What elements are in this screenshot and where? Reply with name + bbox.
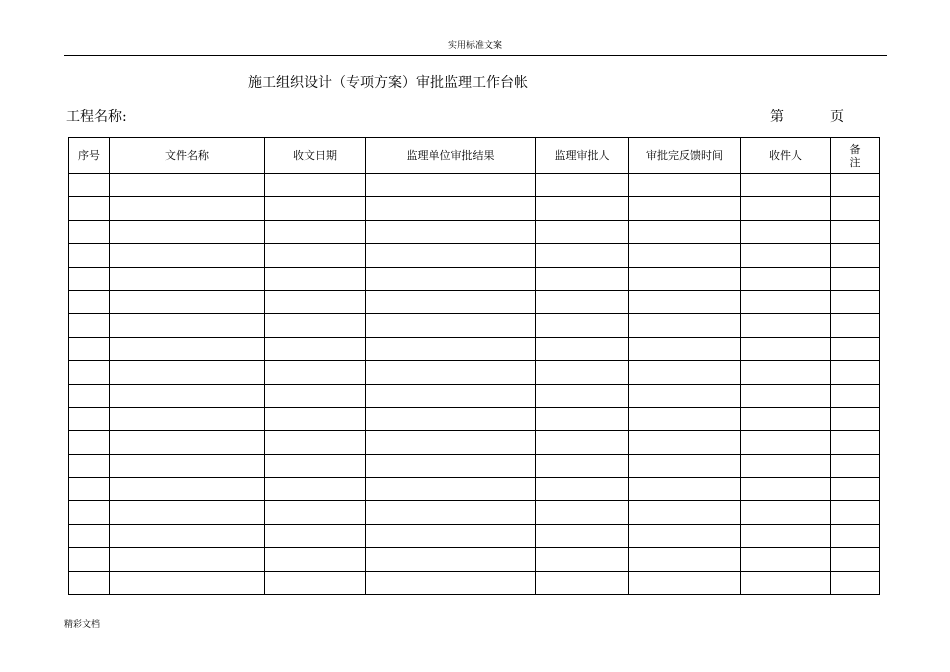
table-cell[interactable] — [110, 290, 265, 313]
table-cell[interactable] — [536, 431, 629, 454]
table-cell[interactable] — [265, 501, 366, 524]
table-cell[interactable] — [366, 361, 536, 384]
table-cell[interactable] — [741, 571, 831, 594]
page-number-suffix: 页 — [830, 109, 844, 125]
table-cell[interactable] — [536, 174, 629, 197]
table-cell[interactable] — [741, 478, 831, 501]
table-cell[interactable] — [831, 244, 880, 267]
project-name-label: 工程名称: — [66, 109, 127, 125]
table-cell[interactable] — [536, 501, 629, 524]
table-cell[interactable] — [69, 478, 110, 501]
table-row — [69, 220, 880, 243]
table-cell[interactable] — [110, 571, 265, 594]
table-cell[interactable] — [110, 478, 265, 501]
table-cell[interactable] — [741, 384, 831, 407]
table-cell[interactable] — [831, 478, 880, 501]
table-cell[interactable] — [110, 501, 265, 524]
table-cell[interactable] — [536, 290, 629, 313]
page-header: 实用标准文案 — [447, 41, 502, 51]
table-cell[interactable] — [741, 290, 831, 313]
table-row — [69, 501, 880, 524]
table-cell[interactable] — [265, 524, 366, 547]
table-cell[interactable] — [69, 454, 110, 477]
table-row — [69, 197, 880, 220]
table-row — [69, 571, 880, 594]
table-cell[interactable] — [265, 244, 366, 267]
table-cell[interactable] — [536, 337, 629, 360]
column-header-feedback-time: 审批完反馈时间 — [629, 138, 741, 174]
table-cell[interactable] — [265, 267, 366, 290]
table-cell[interactable] — [69, 548, 110, 571]
table-cell[interactable] — [265, 174, 366, 197]
table-cell[interactable] — [629, 571, 741, 594]
table-cell[interactable] — [831, 267, 880, 290]
table-cell[interactable] — [741, 361, 831, 384]
column-header-approver: 监理审批人 — [536, 138, 629, 174]
table-row — [69, 361, 880, 384]
table-cell[interactable] — [536, 478, 629, 501]
table-cell[interactable] — [366, 197, 536, 220]
table-cell[interactable] — [110, 407, 265, 430]
table-cell[interactable] — [629, 548, 741, 571]
table-header-row — [69, 138, 880, 174]
table-cell[interactable] — [69, 431, 110, 454]
table-cell[interactable] — [265, 454, 366, 477]
table-cell[interactable] — [831, 314, 880, 337]
table-cell[interactable] — [110, 548, 265, 571]
table-cell[interactable] — [831, 501, 880, 524]
table-cell[interactable] — [629, 431, 741, 454]
table-cell[interactable] — [536, 197, 629, 220]
table-cell[interactable] — [831, 384, 880, 407]
table-cell[interactable] — [629, 501, 741, 524]
header-divider — [64, 55, 887, 56]
table-cell[interactable] — [366, 478, 536, 501]
table-cell[interactable] — [110, 384, 265, 407]
table-cell[interactable] — [741, 548, 831, 571]
table-cell[interactable] — [69, 361, 110, 384]
table-cell[interactable] — [265, 361, 366, 384]
table-cell[interactable] — [831, 197, 880, 220]
table-cell[interactable] — [831, 524, 880, 547]
table-cell[interactable] — [741, 267, 831, 290]
table-cell[interactable] — [265, 571, 366, 594]
table-cell[interactable] — [366, 454, 536, 477]
table-cell[interactable] — [629, 174, 741, 197]
table-cell[interactable] — [741, 407, 831, 430]
document-title: 施工组织设计（专项方案）审批监理工作台帐 — [248, 75, 528, 91]
table-cell[interactable] — [741, 314, 831, 337]
table-cell[interactable] — [629, 267, 741, 290]
table-cell[interactable] — [69, 220, 110, 243]
table-cell[interactable] — [366, 244, 536, 267]
table-cell[interactable] — [366, 290, 536, 313]
table-cell[interactable] — [741, 244, 831, 267]
column-header-serial-number: 序号 — [69, 138, 110, 174]
table-cell[interactable] — [366, 571, 536, 594]
table-cell[interactable] — [110, 174, 265, 197]
table-cell[interactable] — [110, 361, 265, 384]
table-cell[interactable] — [110, 524, 265, 547]
table-cell[interactable] — [629, 524, 741, 547]
table-row — [69, 478, 880, 501]
table-cell[interactable] — [265, 384, 366, 407]
table-cell[interactable] — [69, 174, 110, 197]
table-cell[interactable] — [536, 571, 629, 594]
table-cell[interactable] — [629, 244, 741, 267]
table-cell[interactable] — [741, 220, 831, 243]
table-cell[interactable] — [110, 431, 265, 454]
table-cell[interactable] — [110, 454, 265, 477]
table-cell[interactable] — [69, 290, 110, 313]
table-cell[interactable] — [536, 384, 629, 407]
table-cell[interactable] — [536, 244, 629, 267]
table-cell[interactable] — [831, 337, 880, 360]
approval-ledger-table — [68, 137, 880, 595]
table-cell[interactable] — [69, 524, 110, 547]
table-cell[interactable] — [69, 571, 110, 594]
page-footer: 精彩文档 — [64, 620, 101, 630]
table-cell[interactable] — [629, 220, 741, 243]
table-row — [69, 384, 880, 407]
table-cell[interactable] — [366, 548, 536, 571]
table-cell[interactable] — [366, 337, 536, 360]
table-row — [69, 431, 880, 454]
table-cell[interactable] — [265, 220, 366, 243]
table-cell[interactable] — [831, 290, 880, 313]
table-row — [69, 337, 880, 360]
table-cell[interactable] — [741, 337, 831, 360]
table-cell[interactable] — [265, 431, 366, 454]
table-cell[interactable] — [741, 431, 831, 454]
table-cell[interactable] — [110, 244, 265, 267]
table-row — [69, 174, 880, 197]
table-cell[interactable] — [629, 337, 741, 360]
table-cell[interactable] — [366, 174, 536, 197]
table-cell[interactable] — [69, 267, 110, 290]
table-cell[interactable] — [110, 197, 265, 220]
table-cell[interactable] — [536, 361, 629, 384]
column-header-file-name: 文件名称 — [110, 138, 265, 174]
table-cell[interactable] — [831, 174, 880, 197]
table-cell[interactable] — [69, 197, 110, 220]
table-row — [69, 314, 880, 337]
table-cell[interactable] — [366, 220, 536, 243]
table-cell[interactable] — [366, 407, 536, 430]
table-cell[interactable] — [265, 314, 366, 337]
table-cell[interactable] — [69, 337, 110, 360]
table-cell[interactable] — [629, 361, 741, 384]
table-cell[interactable] — [265, 197, 366, 220]
table-cell[interactable] — [265, 290, 366, 313]
table-cell[interactable] — [69, 384, 110, 407]
page-number-prefix: 第 — [770, 109, 784, 125]
table-cell[interactable] — [629, 314, 741, 337]
table-cell[interactable] — [366, 501, 536, 524]
table-cell[interactable] — [741, 454, 831, 477]
table-cell[interactable] — [69, 314, 110, 337]
table-cell[interactable] — [110, 314, 265, 337]
table-cell[interactable] — [366, 314, 536, 337]
table-cell[interactable] — [741, 197, 831, 220]
table-cell[interactable] — [629, 290, 741, 313]
column-header-remarks: 备 注 — [831, 138, 880, 174]
table-cell[interactable] — [831, 361, 880, 384]
table-cell[interactable] — [536, 548, 629, 571]
table-cell[interactable] — [265, 337, 366, 360]
table-cell[interactable] — [741, 524, 831, 547]
table-row — [69, 290, 880, 313]
table-cell[interactable] — [629, 407, 741, 430]
table-cell[interactable] — [366, 431, 536, 454]
table-row — [69, 454, 880, 477]
table-cell[interactable] — [265, 478, 366, 501]
column-header-recipient: 收件人 — [741, 138, 831, 174]
table-cell[interactable] — [536, 267, 629, 290]
table-cell[interactable] — [536, 220, 629, 243]
table-cell[interactable] — [536, 314, 629, 337]
table-cell[interactable] — [536, 454, 629, 477]
table-cell[interactable] — [629, 384, 741, 407]
table-cell[interactable] — [741, 174, 831, 197]
column-header-received-date: 收文日期 — [265, 138, 366, 174]
table-cell[interactable] — [366, 267, 536, 290]
table-cell[interactable] — [69, 244, 110, 267]
table-cell[interactable] — [629, 197, 741, 220]
table-cell[interactable] — [69, 501, 110, 524]
table-cell[interactable] — [265, 407, 366, 430]
table-cell[interactable] — [536, 524, 629, 547]
table-cell[interactable] — [831, 431, 880, 454]
column-header-approval-result: 监理单位审批结果 — [366, 138, 536, 174]
table-cell[interactable] — [69, 407, 110, 430]
table-cell[interactable] — [265, 548, 366, 571]
table-cell[interactable] — [366, 384, 536, 407]
table-cell[interactable] — [831, 407, 880, 430]
table-cell[interactable] — [536, 407, 629, 430]
table-cell[interactable] — [831, 548, 880, 571]
table-cell[interactable] — [831, 571, 880, 594]
table-row — [69, 267, 880, 290]
table-cell[interactable] — [831, 454, 880, 477]
table-cell[interactable] — [629, 478, 741, 501]
table-cell[interactable] — [110, 267, 265, 290]
table-cell[interactable] — [629, 454, 741, 477]
table-row — [69, 244, 880, 267]
table-cell[interactable] — [366, 524, 536, 547]
table-cell[interactable] — [110, 337, 265, 360]
table-row — [69, 548, 880, 571]
table-row — [69, 407, 880, 430]
table-row — [69, 524, 880, 547]
table-cell[interactable] — [831, 220, 880, 243]
table-cell[interactable] — [110, 220, 265, 243]
table-cell[interactable] — [741, 501, 831, 524]
